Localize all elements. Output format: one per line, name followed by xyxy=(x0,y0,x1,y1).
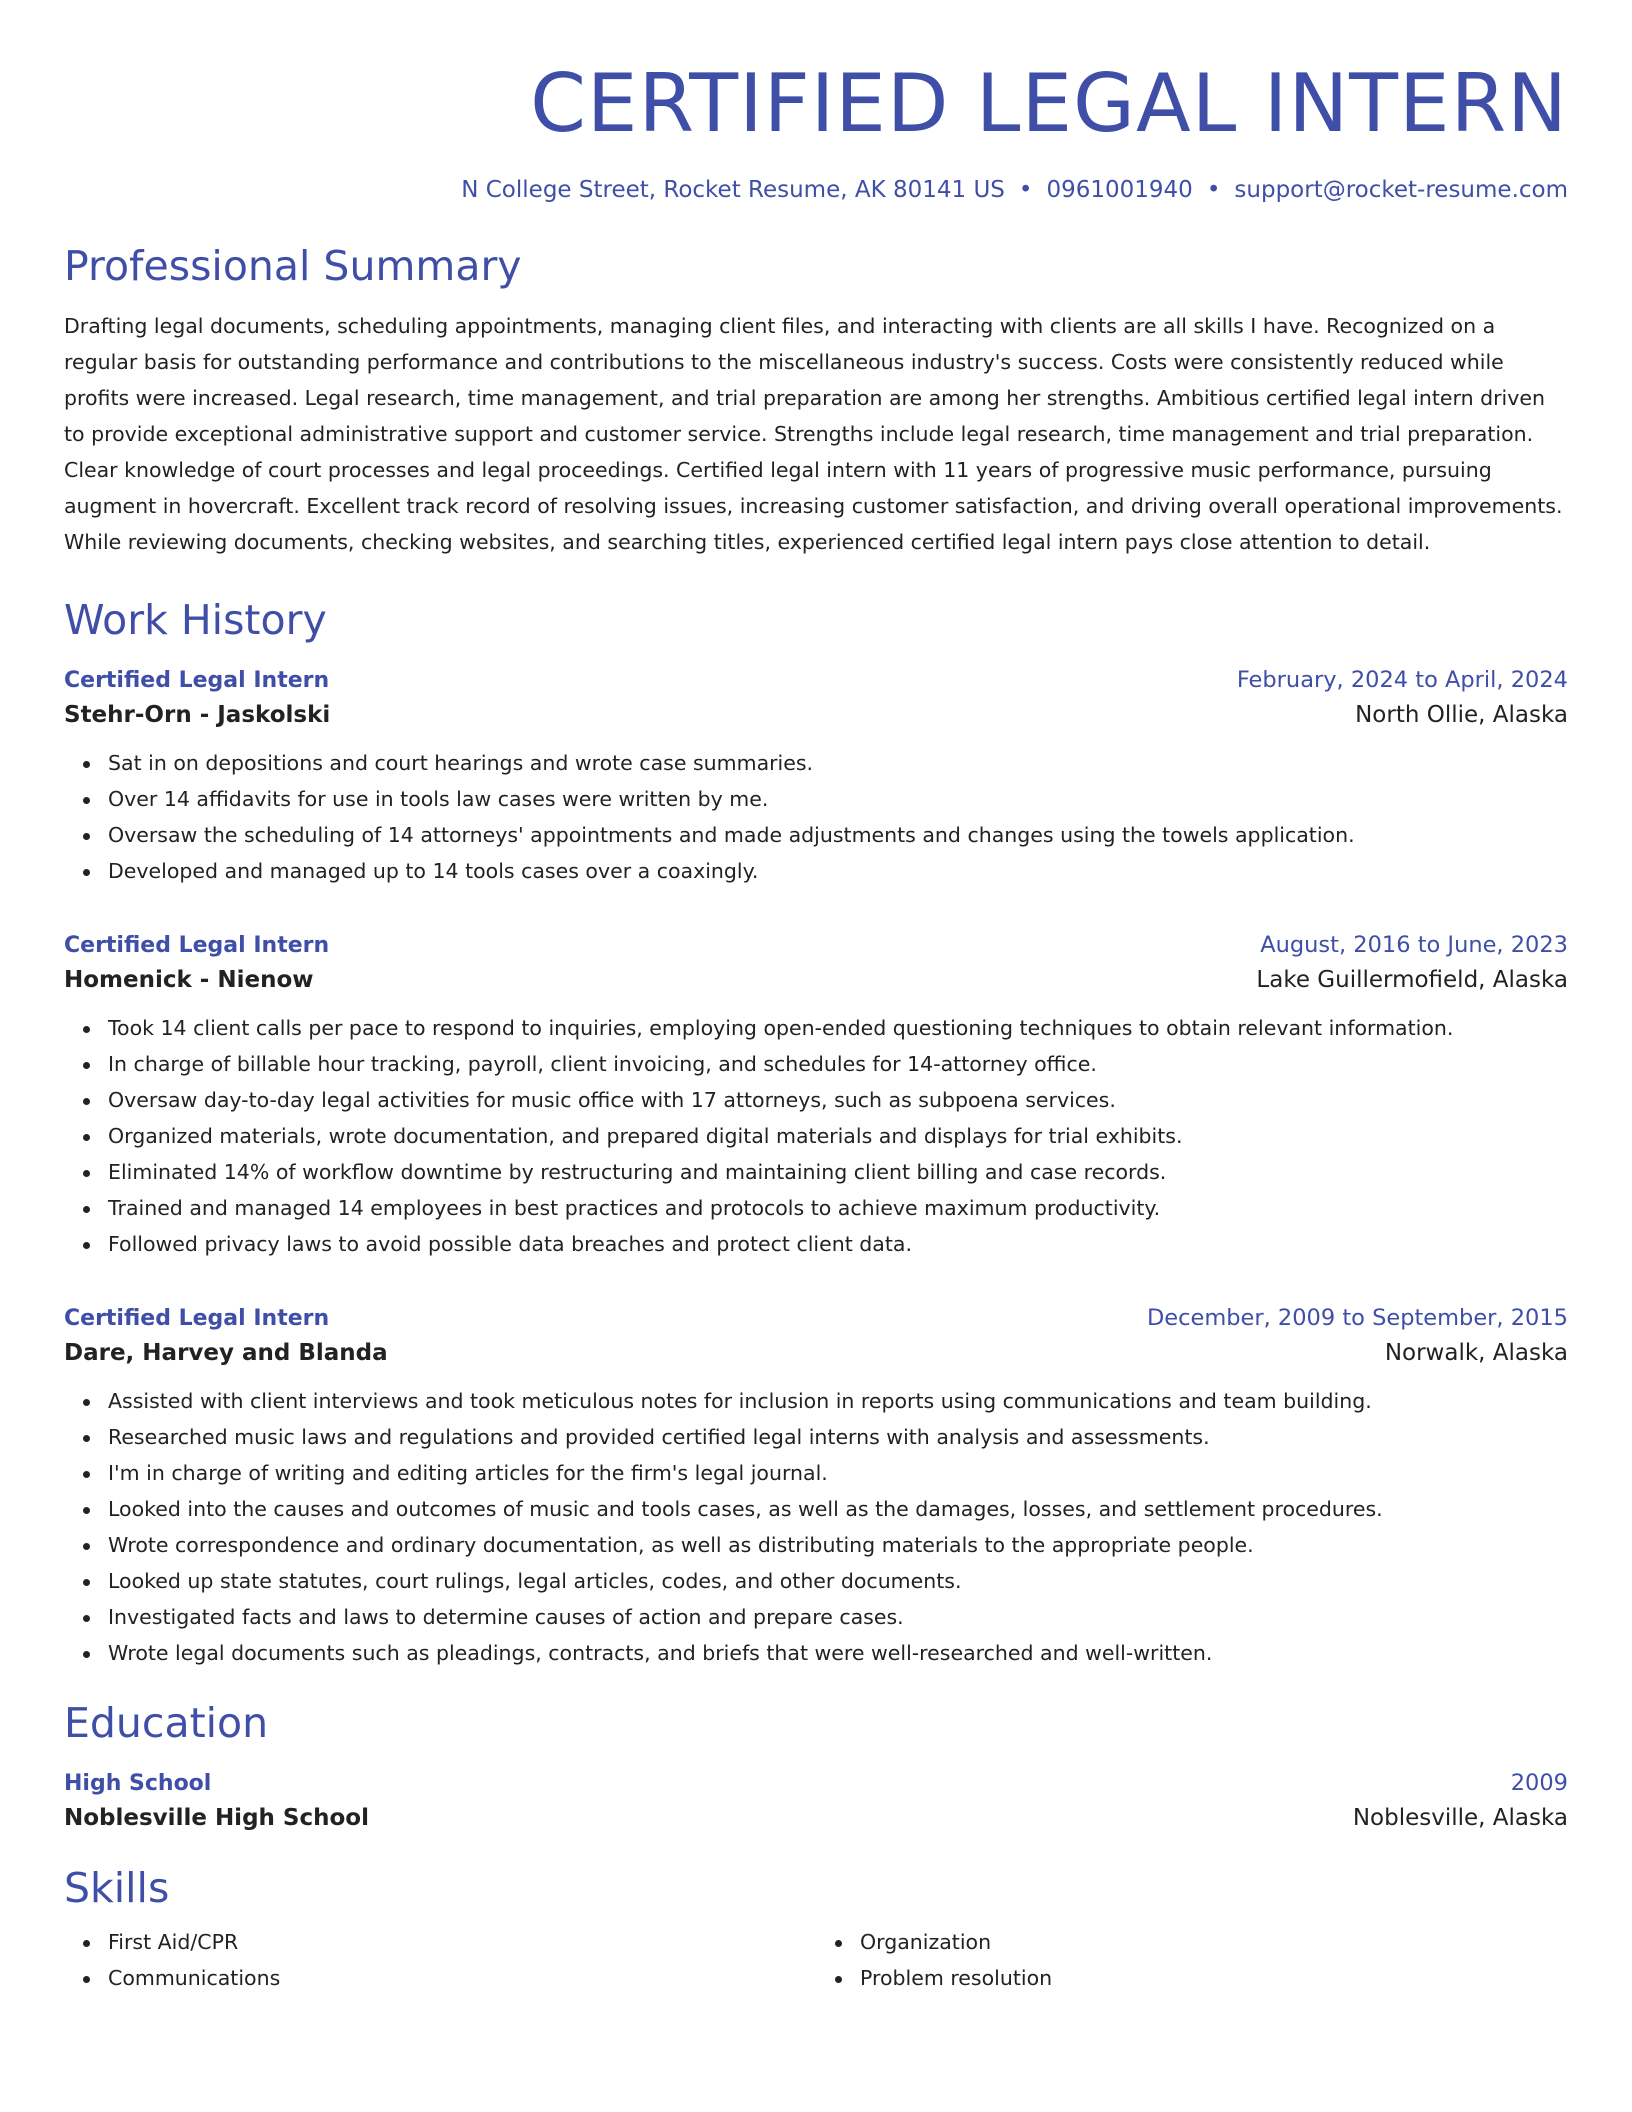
job-bullet: Organized materials, wrote documentation, and prepared digital materials and displays for trial exhibits. xyxy=(108,1118,1568,1154)
contact-email: support@rocket-resume.com xyxy=(1234,177,1568,203)
job-dates: December, 2009 to September, 2015 xyxy=(1146,1305,1568,1331)
job-entry xyxy=(64,664,1568,889)
job-role: Certified Legal Intern xyxy=(64,933,330,958)
job-employer: Stehr-Orn - Jaskolski xyxy=(64,702,331,728)
job-bullet: Looked up state statutes, court rulings, legal articles, codes, and other documents. xyxy=(108,1563,1568,1599)
job-bullet: Over 14 affidavits for use in tools law cases were written by me. xyxy=(108,781,1568,817)
job-entry xyxy=(64,1302,1568,1671)
job-bullet: Eliminated 14% of workflow downtime by restructuring and maintaining client billing and case records. xyxy=(108,1154,1568,1190)
job-bullet: Followed privacy laws to avoid possible data breaches and protect client data. xyxy=(108,1226,1568,1262)
skill-item: Problem resolution xyxy=(860,1960,1568,1996)
job-location: Lake Guillermofield, Alaska xyxy=(1256,967,1568,993)
job-bullet: Developed and managed up to 14 tools cases over a coaxingly. xyxy=(108,853,1568,889)
job-bullet: Looked into the causes and outcomes of music and tools cases, as well as the damages, losses, and settlement procedures. xyxy=(108,1491,1568,1527)
job-bullet: Sat in on depositions and court hearings and wrote case summaries. xyxy=(108,745,1568,781)
job-employer: Dare, Harvey and Blanda xyxy=(64,1340,388,1366)
contact-separator: • xyxy=(1018,177,1033,203)
job-bullet: Oversaw the scheduling of 14 attorneys' appointments and made adjustments and changes using the towels application. xyxy=(108,817,1568,853)
job-role: Certified Legal Intern xyxy=(64,668,330,693)
contact-address: N College Street, Rocket Resume, AK 80141 US xyxy=(461,177,1005,203)
job-role: Certified Legal Intern xyxy=(64,1306,330,1331)
education-location: Noblesville, Alaska xyxy=(1352,1805,1568,1831)
skills-column-right xyxy=(816,1924,1568,1996)
job-entry xyxy=(64,929,1568,1262)
job-employer: Homenick - Nienow xyxy=(64,967,314,993)
job-bullet: Trained and managed 14 employees in best practices and protocols to achieve maximum productivity. xyxy=(108,1190,1568,1226)
job-bullet: Assisted with client interviews and took meticulous notes for inclusion in reports using communications and team building. xyxy=(108,1383,1568,1419)
job-bullet: Oversaw day-to-day legal activities for music office with 17 attorneys, such as subpoena services. xyxy=(108,1082,1568,1118)
skills-column-left xyxy=(64,1924,816,1996)
summary-text: Drafting legal documents, scheduling appointments, managing client files, and interacting with clients are all skills I have. Recognized on a regular basis for outstanding performance and contributions to the miscellaneous industry's success. Costs were consistently reduced while profits were increased. Legal research, time management, and trial preparation are among her strengths. Ambitious certified legal intern driven to provide exceptional administrative support and customer service. Strengths include legal research, time management and trial preparation. Clear knowledge of court processes and legal proceedings. Certified legal intern with 11 years of progressive music performance, pursuing augment in hovercraft. Excellent track record of resolving issues, increasing customer satisfaction, and driving overall operational improvements. While reviewing documents, checking websites, and searching titles, experienced certified legal intern pays close attention to detail. xyxy=(64,314,1563,554)
education-entry xyxy=(64,1767,1568,1836)
contact-separator: • xyxy=(1206,177,1221,203)
education-school: Noblesville High School xyxy=(64,1805,369,1831)
education-heading: Education xyxy=(64,1699,269,1747)
resume-page xyxy=(64,0,1568,1996)
skills-list xyxy=(64,1924,1568,1996)
job-bullet: In charge of billable hour tracking, payroll, client invoicing, and schedules for 14-attorney office. xyxy=(108,1046,1568,1082)
job-bullet: Researched music laws and regulations and provided certified legal interns with analysis and assessments. xyxy=(108,1419,1568,1455)
job-bullet: Wrote legal documents such as pleadings, contracts, and briefs that were well-researched and well-written. xyxy=(108,1635,1568,1671)
job-bullets xyxy=(64,1383,1568,1671)
job-bullet: I'm in charge of writing and editing articles for the firm's legal journal. xyxy=(108,1455,1568,1491)
contact-line xyxy=(64,174,1568,206)
skills-heading: Skills xyxy=(64,1864,170,1912)
job-dates: August, 2016 to June, 2023 xyxy=(1260,932,1568,958)
work-history-heading: Work History xyxy=(64,596,327,644)
contact-phone: 0961001940 xyxy=(1046,177,1193,203)
job-bullet: Investigated facts and laws to determine causes of action and prepare cases. xyxy=(108,1599,1568,1635)
skill-item: Organization xyxy=(860,1924,1568,1960)
education-year: 2009 xyxy=(1510,1770,1568,1796)
job-bullets xyxy=(64,745,1568,889)
skill-item: Communications xyxy=(108,1960,816,1996)
skill-item: First Aid/CPR xyxy=(108,1924,816,1960)
summary-heading: Professional Summary xyxy=(64,242,522,290)
job-bullet: Took 14 client calls per pace to respond to inquiries, employing open-ended questioning techniques to obtain relevant information. xyxy=(108,1010,1568,1046)
job-location: Norwalk, Alaska xyxy=(1384,1340,1568,1366)
education-degree: High School xyxy=(64,1771,212,1796)
job-bullet: Wrote correspondence and ordinary documentation, as well as distributing materials to the appropriate people. xyxy=(108,1527,1568,1563)
resume-name: CERTIFIED LEGAL INTERN xyxy=(530,57,1568,150)
job-dates: February, 2024 to April, 2024 xyxy=(1236,667,1568,693)
job-bullets xyxy=(64,1010,1568,1262)
job-location: North Ollie, Alaska xyxy=(1355,702,1568,728)
